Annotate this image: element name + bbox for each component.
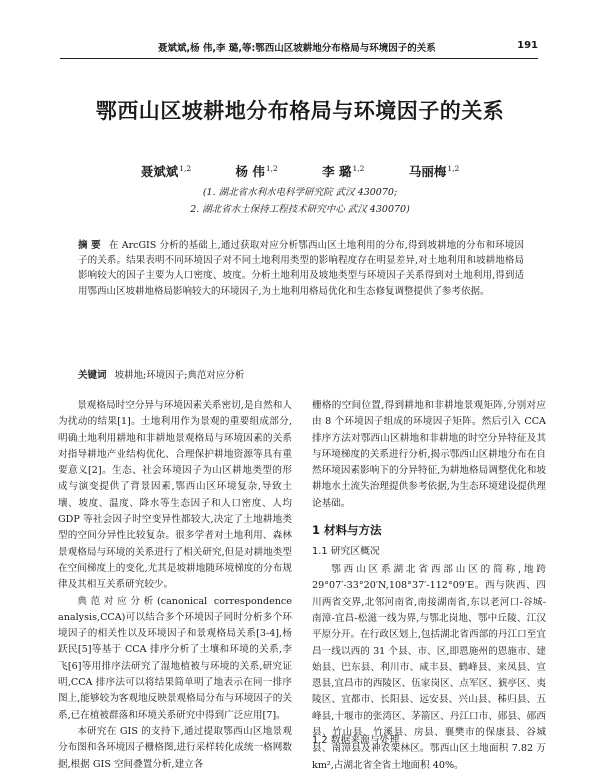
- abstract-label: 摘 要: [78, 240, 101, 251]
- body-paragraph: 典范对应分析(canonical correspondence analysis,CCA)可以结合多个环境因子同时分析多个环境因子的相关性以及环境因子和景观格局关系[3-4],杨跃民[5]等基于 CCA 排序分析了土壤和环境的关系,李飞[6]等用排序法研究了湿地植被与环境的关系,研究证明,CCA 排序法可以将结果简单明了地表示在同一排序图上,能够较为客观地反映景观格局分布与环境因子的关系,已在植被群落和环境关系研究中得到广泛应用[7]。: [58, 595, 292, 721]
- left-column: [58, 398, 292, 773]
- section-heading: 1 材料与方法: [312, 523, 382, 538]
- author-1: 聂斌斌$^{1,2}$: [140, 163, 192, 179]
- paper-title: 鄂西山区坡耕地分布格局与环境因子的关系: [95, 99, 505, 123]
- keywords: [78, 368, 524, 383]
- page-number: 191: [517, 40, 538, 51]
- author-4: 马丽梅$^{1,2}$: [408, 163, 460, 179]
- author-3: 李 璐$^{1,2}$: [322, 163, 365, 179]
- abstract: [78, 238, 524, 299]
- body-paragraph: 景观格局时空分异与环境因素关系密切,是自然和人为扰动的结果[1]。土地利用作为景观的重要组成部分,明确土地利用耕地和非耕地景观格局与环境因素的关系对指导耕地产业结构优化、合理保护耕地资源等具有重要意义[2]。生态、社会环境因子为山区耕地类型的形成与演变提供了背景因素,鄂西山区环境复杂,导致土壤、坡度、温度、降水等生态因子和人口密度、人均 GDP 等社会因子时空变异性都较大,决定了土地耕地类型的空间分异性比较复杂。很多学者对土地利用、森林景观格局与环境的关系进行了相关研究,但是对耕地类型在空间梯度上的变化,尤其是坡耕地随环境梯度的分布规律及其相互关系研究较少。: [58, 400, 292, 591]
- subsection-heading: 1.1 研究区概况: [312, 546, 380, 558]
- keywords-text: 坡耕地;环境因子;典范对应分析: [114, 370, 245, 381]
- body-paragraph: 本研究在 GIS 的支持下,通过提取鄂西山区地景观分布图和各环境因子栅格图,进行采样转化成统一格网数据,根据 GIS 空间叠置分析,建立各: [58, 725, 292, 770]
- running-header-text: 聂斌斌,杨 伟,李 璐,等:鄂西山区坡耕地分布格局与环境因子的关系: [158, 43, 436, 54]
- body-paragraph: 鄂西山区系湖北省西部山区的简称,地跨 29°07′-33°20′N,108°37′-112°09′E。西与陕西、四川两省交界,北邻河南省,南接湖南省,东以老河口-谷城-南漳-宜昌-松滋一线为界,与鄂北岗地、鄂中丘陵、江汉平原分开。在行政区划上,包括湖北省西部的丹江口至宜昌一线以西的 31 个县、市、区,即恩施州的恩施市、建始县、巴东县、利川市、咸丰县、鹤峰县、来凤县、宣恩县,宜昌市的西陵区、伍家岗区、点军区、猇亭区、夷陵区、宜都市、长阳县、远安县、兴山县、秭归县、五峰县,十堰市的张湾区、茅箭区、丹江口市、郧县、郧西县、竹山县、竹溪县、房县、襄樊市的保康县、谷城县、南漳县及神农架林区。鄂西山区土地面积 7.82 万 km²,占湖北省全省土地面积 40%。: [312, 564, 546, 771]
- running-header: [60, 38, 538, 59]
- subsection-heading: 1.2 数据来源与处理: [312, 735, 400, 746]
- abstract-text: 在 ArcGIS 分析的基础上,通过获取对应分析鄂西山区土地利用的分布,得到坡耕地的分布和环境因子的关系。结果表明不同环境因子对不同土地利用类型的影响程度存在明显差异,对土地利用和坡耕地格局影响较大的因子主要为人口密度、坡度。分析土地利用及坡地类型与环境因子关系得到对土地利用,得到适用鄂西山区坡耕地格局影响较大的环境因子,为土地利用格局优化和生态修复调整提供了参考依据。: [78, 240, 524, 297]
- author-list: [0, 162, 600, 180]
- affiliation-2: 2. 湖北省水土保持工程技术研究中心 武汉 430070): [190, 204, 410, 215]
- keywords-label: 关键词: [78, 370, 107, 381]
- author-2: 杨 伟$^{1,2}$: [235, 163, 278, 179]
- affiliation-1: (1. 湖北省水利水电科学研究院 武汉 430070;: [202, 187, 398, 198]
- right-column: [312, 398, 546, 774]
- body-paragraph: 栅格的空间位置,得到耕地和非耕地景观矩阵,分别对应由 8 个环境因子组成的环境因子矩阵。然后引入 CCA 排序方法对鄂西山区耕地和非耕地的时空分异特征及其与环境梯度的关系进行分析,揭示鄂西山区耕地分布在自然环境因素影响下的分异特征,为耕地格局调整优化和坡耕地水土流失治理提供参考依据,为生态环境建设提供理论基础。: [312, 400, 546, 509]
